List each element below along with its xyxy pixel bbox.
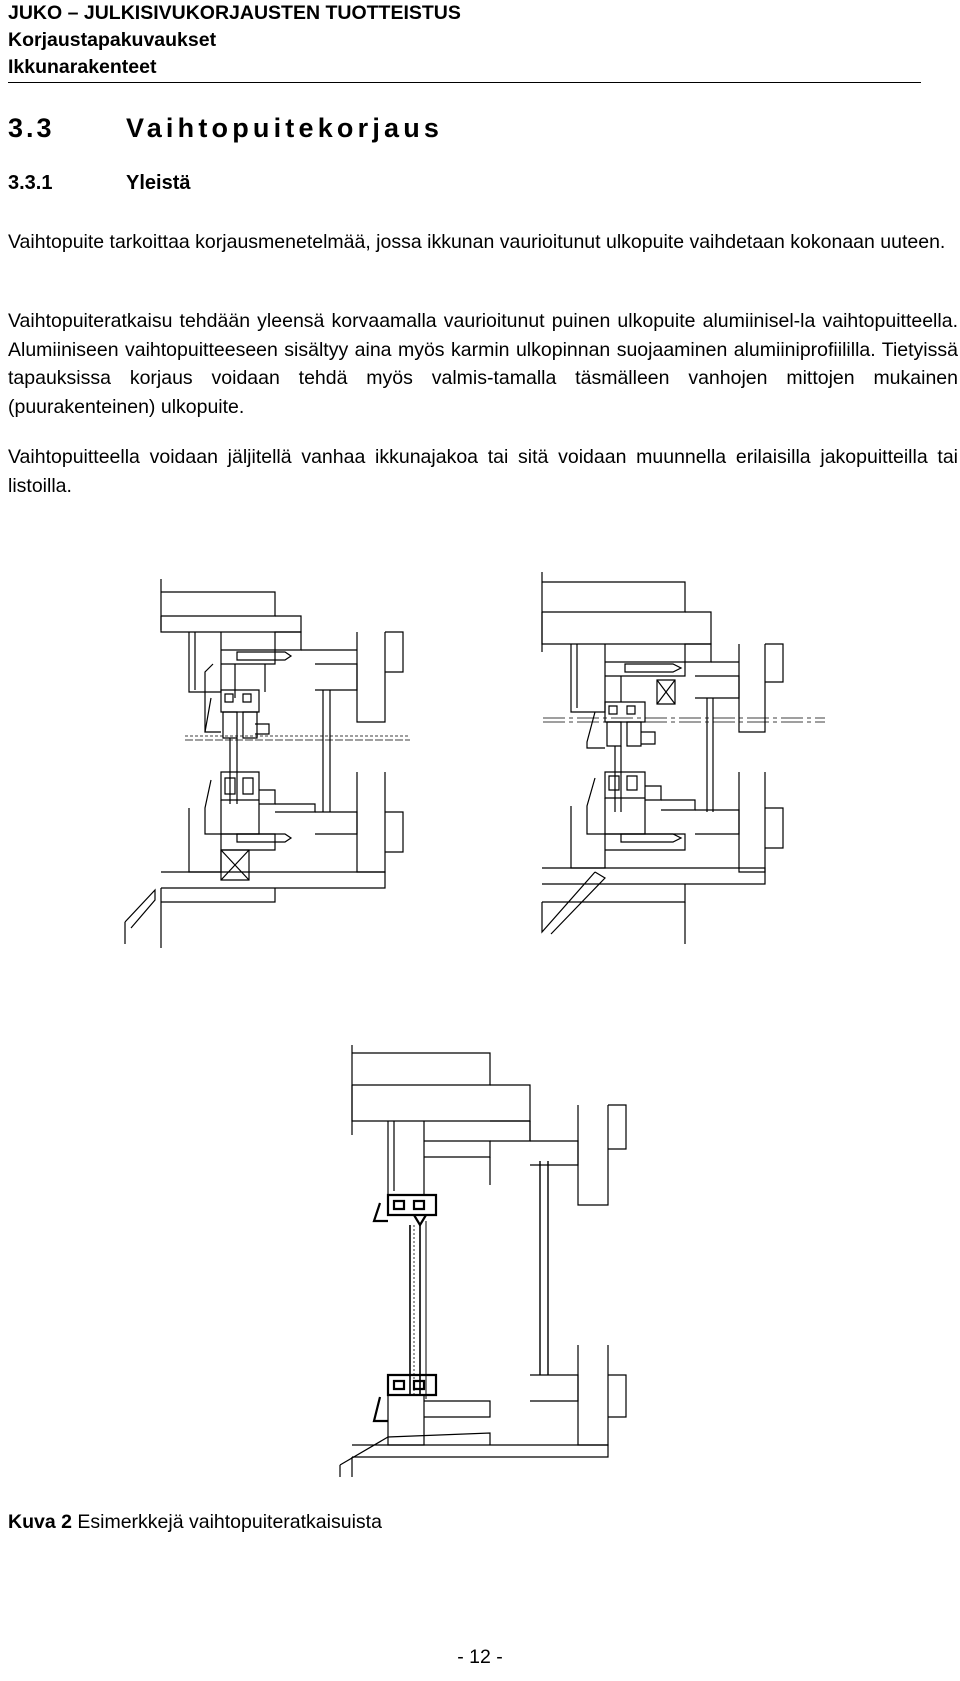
header-subtitle: Korjaustapakuvaukset (8, 29, 217, 51)
subsection-title: Yleistä (126, 172, 191, 194)
document-header (8, 0, 461, 81)
figure-caption-text: Esimerkkejä vaihtopuiteratkaisuista (71, 1511, 382, 1533)
paragraph-division: Vaihtopuitteella voidaan jäljitellä vanhaa ikkunajakoa tai sitä voidaan muunnella erilaisilla jakopuitteilla tai listoilla. (8, 446, 958, 497)
page-number: - 12 - (457, 1646, 503, 1668)
figure-caption (8, 1509, 382, 1535)
window-section-drawing-icon (340, 1045, 650, 1477)
header-project-title: JUKO – JULKISIVUKORJAUSTEN TUOTTEISTUS (8, 2, 461, 24)
subsection-number: 3.3.1 (8, 172, 53, 194)
drawing-left (125, 579, 410, 948)
section-heading (8, 112, 443, 144)
header-topic: Ikkunarakenteet (8, 56, 157, 78)
section-number: 3.3 (8, 113, 55, 143)
paragraph-definition: Vaihtopuite tarkoittaa korjausmenetelmää, jossa ikkunan vaurioitunut ulkopuite vaihdetaan kokonaan uuteen. (8, 231, 946, 253)
header-divider (8, 82, 921, 83)
drawing-right (542, 572, 825, 944)
section-title: Vaihtopuitekorjaus (126, 113, 444, 143)
subsection-heading (8, 170, 190, 196)
window-section-drawing-icon (125, 572, 835, 1020)
figure-label: Kuva 2 (8, 1511, 72, 1533)
paragraph-solution: Vaihtopuiteratkaisu tehdään yleensä korvaamalla vaurioitunut puinen ulkopuite alumiinisel-la vaihtopuitteella. Alumiiniseen vaihtopuitteeseen sisältyy aina myös karmin ulkopinnan suojaaminen alumiiniprofiililla. Tietyissä tapauksissa korjaus voidaan tehdä myös valmis-tamalla täsmälleen vanhojen mittojen mukainen (puurakenteinen) ulkopuite. (8, 310, 958, 418)
